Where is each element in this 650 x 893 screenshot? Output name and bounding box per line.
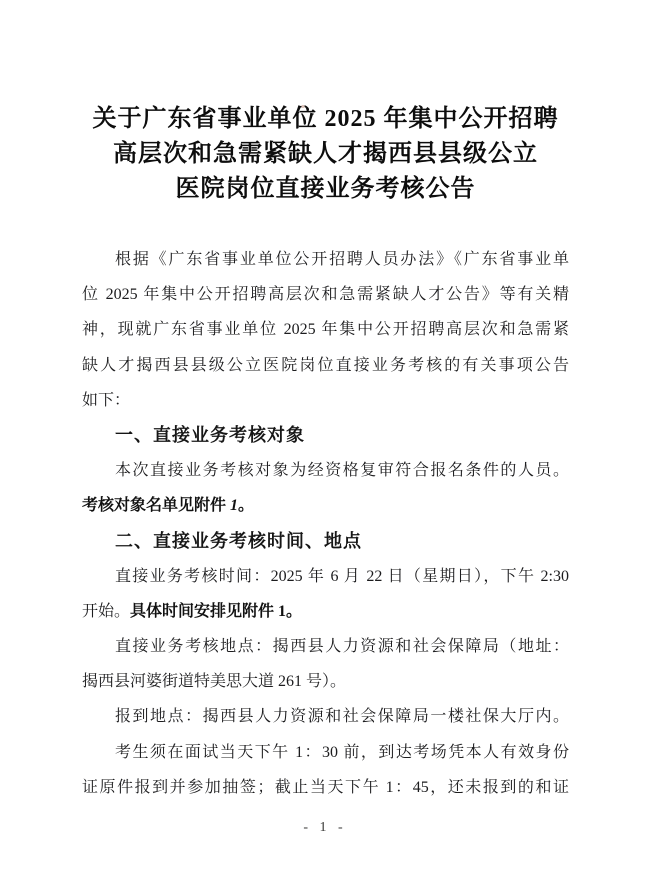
schedule-attachment-reference-text: 具体时间安排见附件 1。	[130, 602, 303, 620]
checkin-rule-line-1: 考生须在面试当天下午 1：30 前，到达考场凭本人有效身份	[115, 743, 569, 761]
exam-time-line-2-normal: 开始。	[82, 602, 131, 620]
intro-line-5: 如下：	[82, 391, 131, 409]
document-body	[82, 242, 569, 805]
title-line-3: 医院岗位直接业务考核公告	[175, 176, 476, 202]
exam-place-line-2: 揭西县河婆街道特美思大道 261 号）。	[82, 673, 347, 691]
exam-time-line-1: 直接业务考核时间：2025 年 6 月 22 日（星期日），下午 2:30	[115, 567, 569, 585]
title-line-1: 关于广东省事业单位 2025 年集中公开招聘	[92, 106, 559, 132]
exam-place-line-1: 直接业务考核地点：揭西县人力资源和社会保障局（地址：	[115, 638, 569, 656]
intro-line-1: 根据《广东省事业单位公开招聘人员办法》《广东省事业单	[115, 251, 569, 268]
checkin-rule-line-2: 证原件报到并参加抽签；截止当天下午 1：45，还未报到的和证	[82, 778, 569, 796]
attachment-reference-text: 考核对象名单见附件 1。	[82, 497, 255, 515]
document-title	[82, 102, 569, 207]
intro-line-4: 缺人才揭西县县级公立医院岗位直接业务考核的有关事项公告	[82, 356, 569, 374]
section-heading-1: 一、直接业务考核对象	[115, 424, 305, 445]
section1-bold-line	[82, 488, 569, 523]
report-place-line: 报到地点：揭西县人力资源和社会保障局一楼社保大厅内。	[115, 708, 569, 726]
intro-line-3: 神，现就广东省事业单位 2025 年集中公开招聘高层次和急需紧	[82, 321, 569, 339]
exam-time-line-2	[82, 594, 569, 629]
section1-body-line: 本次直接业务考核对象为经资格复审符合报名条件的人员。	[115, 462, 569, 480]
section-heading-2: 二、直接业务考核时间、地点	[115, 530, 362, 551]
title-line-2: 高层次和急需紧缺人才揭西县县级公立	[113, 141, 538, 167]
intro-line-2: 位 2025 年集中公开招聘高层次和急需紧缺人才公告》等有关精	[82, 286, 569, 304]
page-number: - 1 -	[303, 820, 347, 835]
